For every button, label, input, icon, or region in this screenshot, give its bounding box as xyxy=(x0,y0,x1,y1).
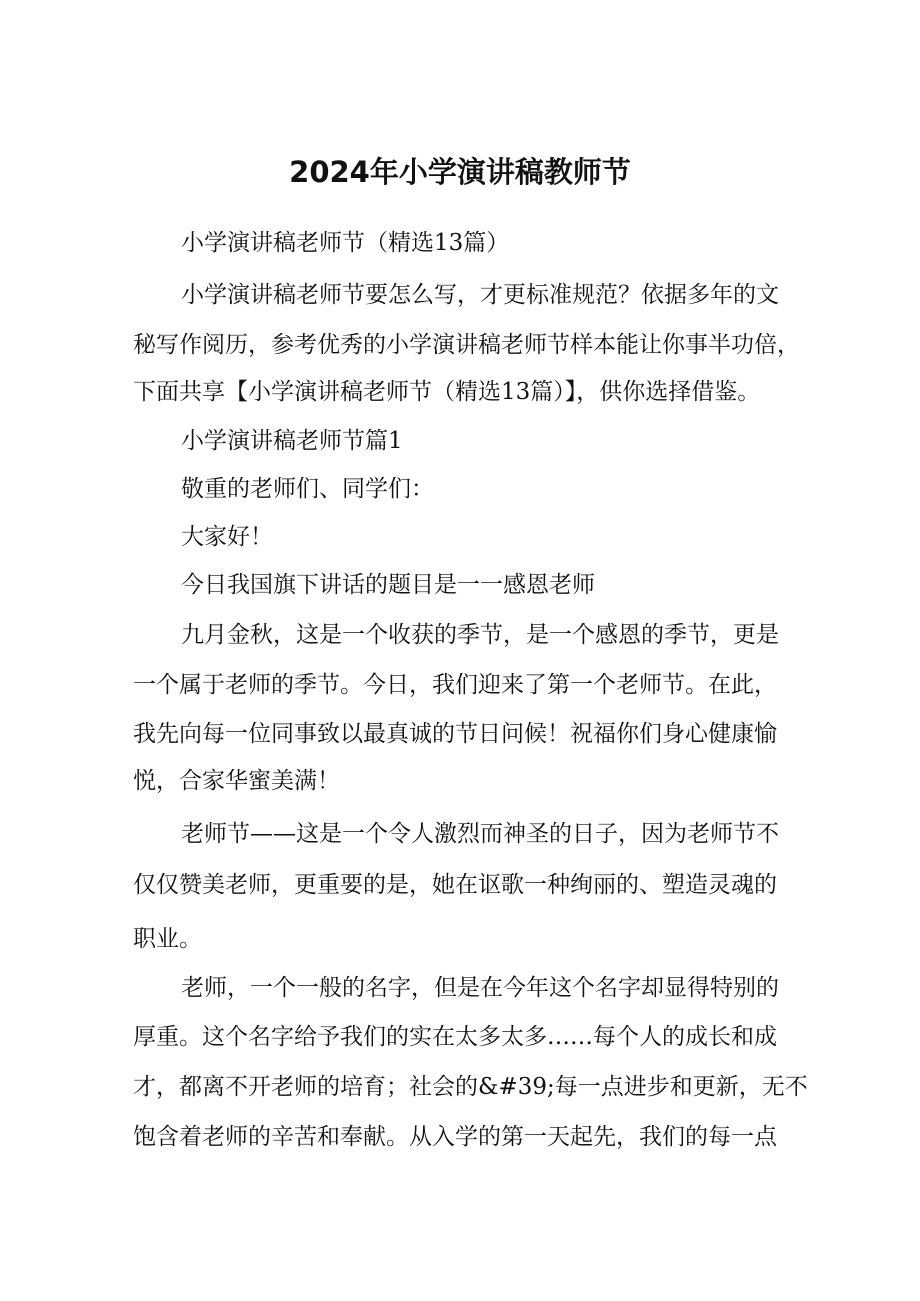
paragraph-line: 我先向每一位同事致以最真诚的节日问候！祝福你们身心健康愉 xyxy=(133,721,777,747)
paragraph-line: 小学演讲稿老师节要怎么写，才更标准规范？依据多年的文 xyxy=(181,282,779,308)
paragraph-line: 饱含着老师的辛苦和奉献。从入学的第一天起先，我们的每一点 xyxy=(133,1124,777,1150)
paragraph-line: 一个属于老师的季节。今日，我们迎来了第一个老师节。在此， xyxy=(133,672,777,698)
section-heading: 小学演讲稿老师节篇1 xyxy=(181,428,403,454)
paragraph-line: 老师节——这是一个令人激烈而神圣的日子，因为老师节不 xyxy=(181,821,779,847)
paragraph-line: 才，都离不开老师的培育；社会的&#39;每一点进步和更新，无不 xyxy=(133,1074,808,1100)
paragraph-line: 老师，一个一般的名字，但是在今年这个名字却显得特别的 xyxy=(181,975,779,1001)
paragraph-line: 下面共享【小学演讲稿老师节（精选13篇）】，供你选择借鉴。 xyxy=(133,379,761,405)
salutation-line: 敬重的老师们、同学们： xyxy=(181,476,434,502)
document-title: 2024年小学演讲稿教师节 xyxy=(289,155,631,189)
paragraph-line: 秘写作阅历，参考优秀的小学演讲稿老师节样本能让你事半功倍， xyxy=(133,332,800,358)
paragraph-line: 九月金秋，这是一个收获的季节，是一个感恩的季节，更是 xyxy=(181,622,779,648)
paragraph-line: 悦，合家华蜜美满！ xyxy=(133,768,340,794)
subtitle-line: 小学演讲稿老师节（精选13篇） xyxy=(181,230,510,256)
greeting-line: 大家好！ xyxy=(181,524,273,550)
paragraph-line: 仅仅赞美老师，更重要的是，她在讴歌一种绚丽的、塑造灵魂的 xyxy=(133,872,777,898)
paragraph-line: 厚重。这个名字给予我们的实在太多太多……每个人的成长和成 xyxy=(133,1024,777,1050)
paragraph-line: 职业。 xyxy=(133,926,202,952)
topic-line: 今日我国旗下讲话的题目是一一感恩老师 xyxy=(181,572,595,598)
